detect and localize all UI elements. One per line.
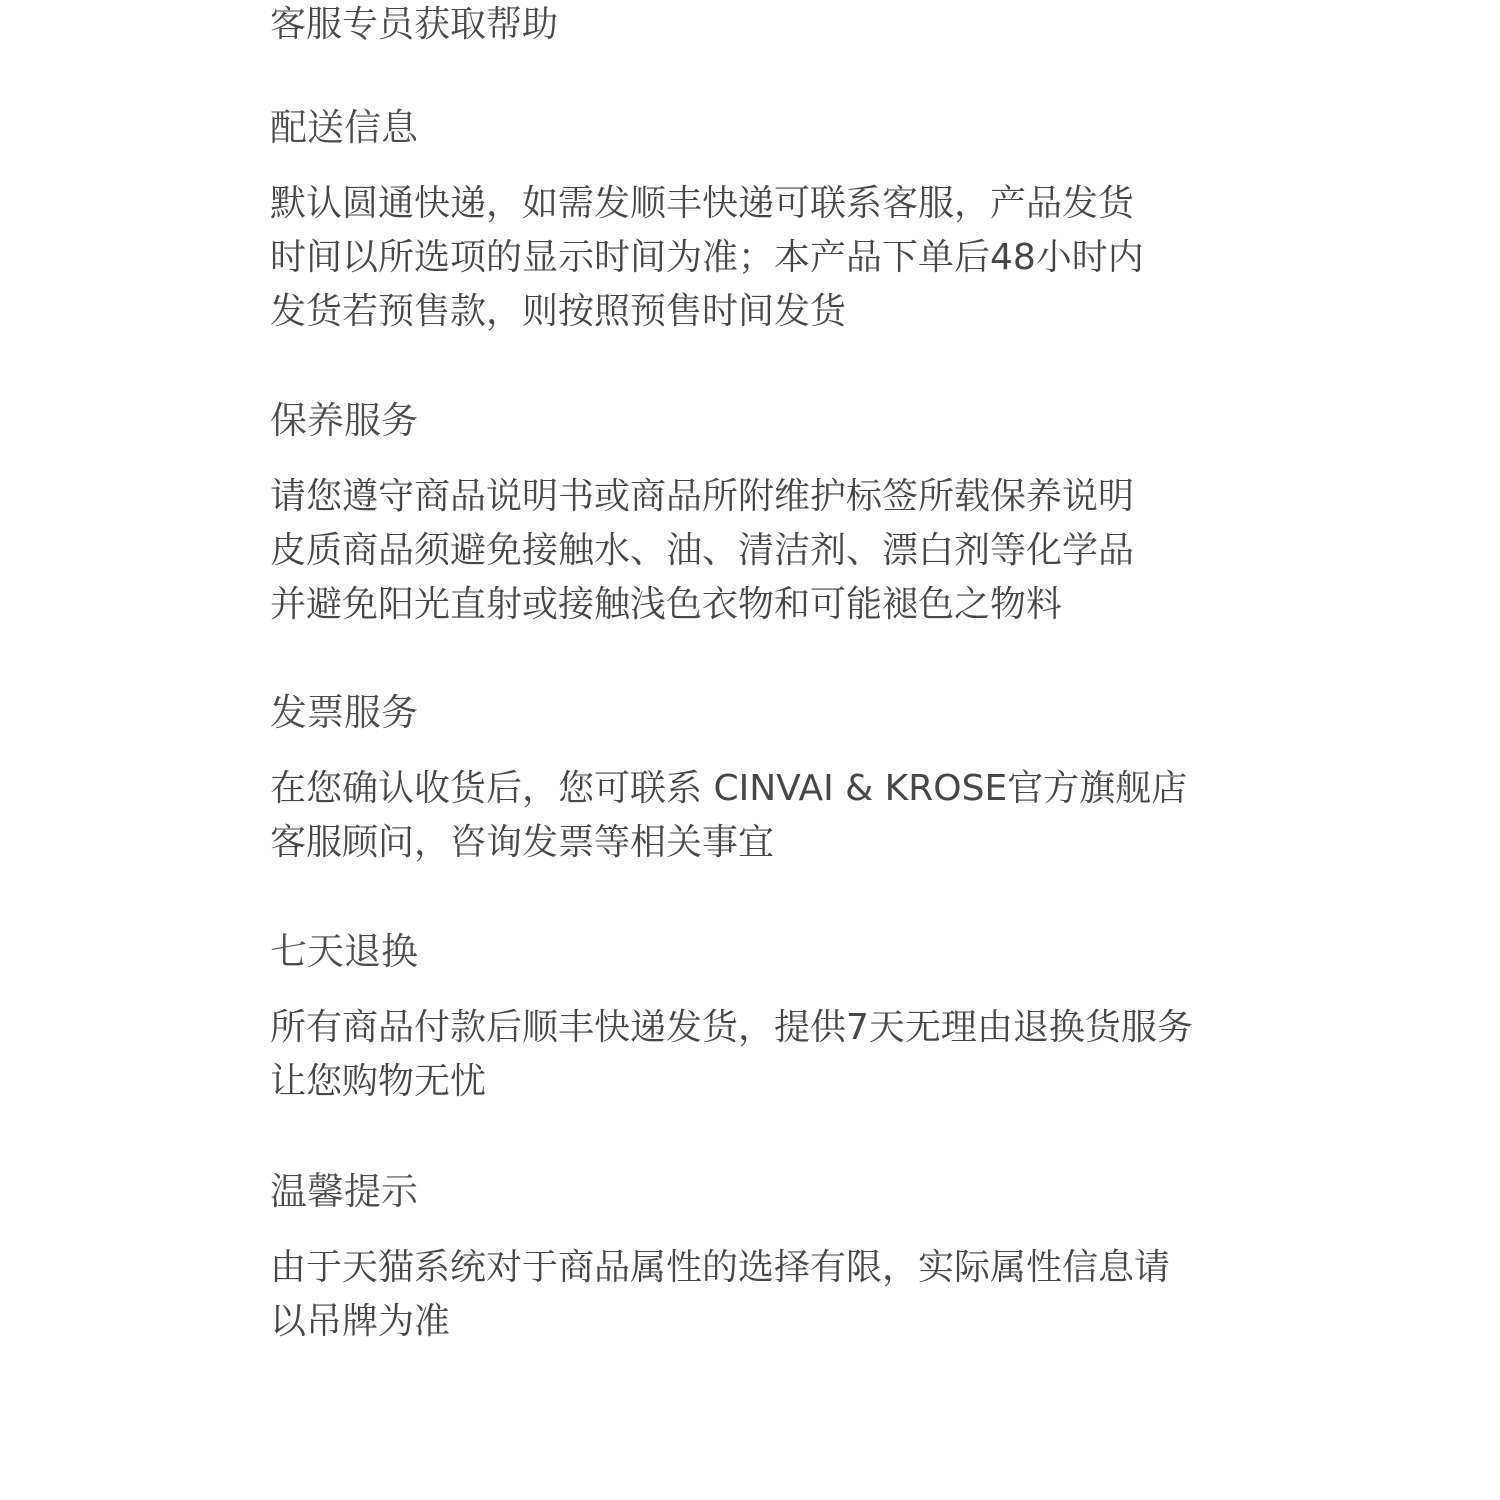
section-line: 请您遵守商品说明书或商品所附维护标签所载保养说明 <box>270 476 1135 517</box>
section-line: 皮质商品须避免接触水、油、清洁剂、漂白剂等化学品 <box>270 530 1135 571</box>
section-line: 发货若预售款，则按照预售时间发货 <box>270 291 847 332</box>
section-body <box>270 1241 1170 1349</box>
section-invoice-service <box>270 688 1187 870</box>
section-line: 时间以所选项的显示时间为准；本产品下单后48小时内 <box>270 237 1144 278</box>
section-heading: 配送信息 <box>270 106 418 149</box>
section-body <box>270 1001 1193 1109</box>
section-friendly-reminder <box>270 1167 1170 1349</box>
section-heading: 温馨提示 <box>270 1170 418 1213</box>
section-care-service <box>270 396 1134 632</box>
intro-text: 客服专员获取帮助 <box>270 4 559 45</box>
section-line: 以吊牌为准 <box>270 1301 451 1342</box>
section-line: 并避免阳光直射或接触浅色衣物和可能褪色之物料 <box>270 584 1063 625</box>
section-body <box>270 177 1144 339</box>
section-body <box>270 762 1187 870</box>
section-line: 让您购物无忧 <box>270 1061 487 1102</box>
section-line: 客服顾问，咨询发票等相关事宜 <box>270 822 775 863</box>
section-heading: 发票服务 <box>270 691 418 734</box>
section-line: 由于天猫系统对于商品属性的选择有限，实际属性信息请 <box>270 1247 1171 1288</box>
section-body <box>270 470 1134 632</box>
section-line: 默认圆通快递，如需发顺丰快递可联系客服，产品发货 <box>270 183 1135 224</box>
section-seven-day-return <box>270 927 1193 1109</box>
section-line: 所有商品付款后顺丰快递发货，提供7天无理由退换货服务 <box>270 1007 1193 1048</box>
section-line: 在您确认收货后，您可联系 CINVAI & KROSE官方旗舰店 <box>270 768 1188 809</box>
section-heading: 保养服务 <box>270 399 418 442</box>
section-heading: 七天退换 <box>270 930 418 973</box>
section-delivery-info <box>270 103 1144 339</box>
